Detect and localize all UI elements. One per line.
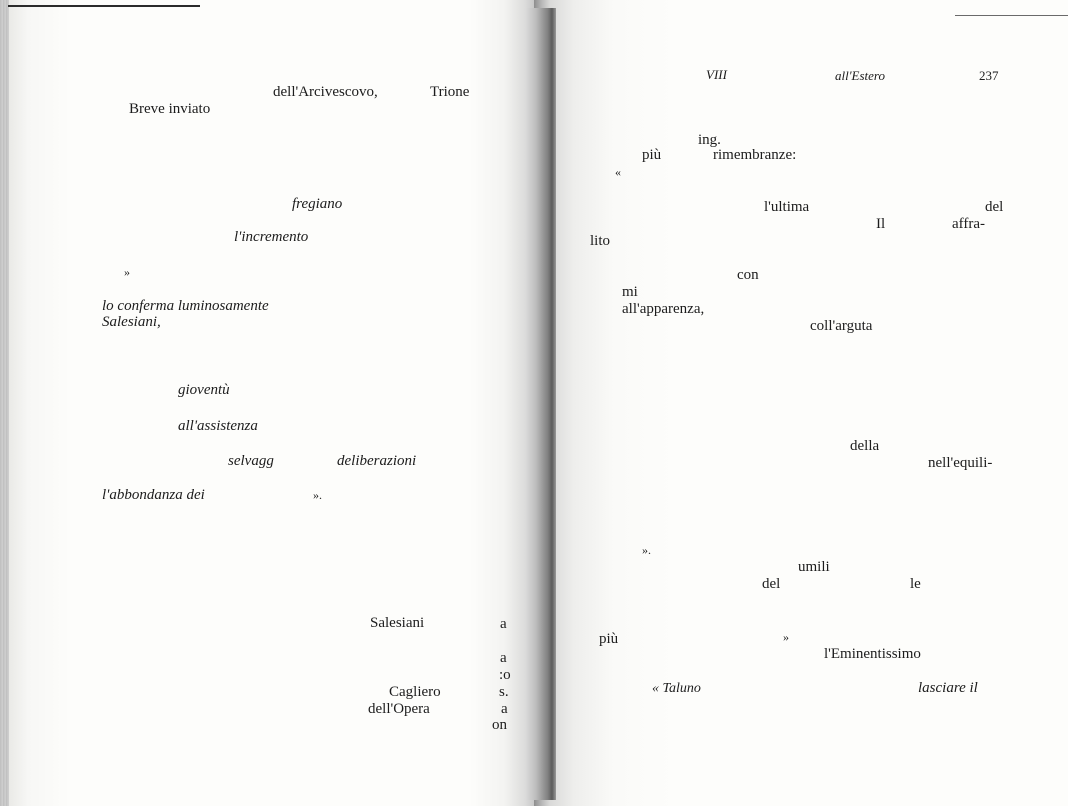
text-line: :o (499, 667, 511, 683)
running-header-chapter: VIII (706, 67, 727, 82)
text-line: on (492, 717, 507, 733)
text-line: Cagliero (389, 684, 441, 700)
text-line: rimembranze: (713, 147, 797, 163)
text-line: lasciare il (918, 680, 978, 696)
text-line: della (850, 438, 880, 454)
text-line: » (124, 265, 130, 279)
text-line: selvagg (228, 453, 274, 469)
running-header-title: all'Estero (835, 68, 885, 83)
text-line: del (762, 576, 781, 592)
text-line: lo conferma luminosamente (102, 298, 269, 314)
page-number: 237 (979, 68, 999, 83)
text-line: mi (622, 284, 638, 300)
page-edge-stack (0, 0, 9, 806)
top-rule (955, 15, 1068, 16)
text-line: ing. (698, 132, 721, 148)
text-line: all'assistenza (178, 418, 258, 434)
text-line: umili (798, 559, 830, 575)
text-line: con (737, 267, 759, 283)
text-line: le (910, 576, 921, 592)
text-line: più (642, 147, 662, 163)
text-line: s. (499, 684, 509, 700)
text-line: l'ultima (764, 199, 810, 215)
text-line: coll'arguta (810, 318, 873, 334)
text-line: l'incremento (234, 229, 309, 245)
text-line: del (985, 199, 1004, 215)
text-line: l'Eminentissimo (824, 646, 921, 662)
text-line: Breve inviato (129, 101, 211, 117)
text-line: Salesiani (370, 615, 425, 631)
text-line: ». (313, 488, 322, 502)
text-line: Salesiani, (102, 314, 161, 330)
book-gutter (526, 8, 556, 800)
text-line: all'apparenza, (622, 301, 705, 317)
text-line: deliberazioni (337, 453, 417, 469)
text-line: l'abbondanza dei (102, 487, 205, 503)
text-line: ». (642, 543, 651, 557)
text-line: a (500, 650, 507, 666)
text-line: « Taluno (652, 681, 701, 696)
text-line: » (783, 630, 789, 644)
text-line: Il (876, 216, 886, 232)
text-line: dell'Arcivescovo, (273, 84, 378, 100)
top-rule (8, 5, 200, 7)
text-line: a (500, 616, 507, 632)
text-line: lito (590, 233, 611, 249)
text-line: nell'equili- (928, 455, 993, 471)
text-line: gioventù (178, 382, 230, 398)
text-line: più (599, 631, 619, 647)
text-line: « (615, 165, 621, 179)
text-line: a (501, 701, 508, 717)
right-page (534, 0, 1068, 806)
text-line: Trione (430, 84, 470, 100)
text-line: dell'Opera (368, 701, 430, 717)
text-line: affra- (952, 216, 986, 232)
text-line: fregiano (292, 196, 343, 212)
